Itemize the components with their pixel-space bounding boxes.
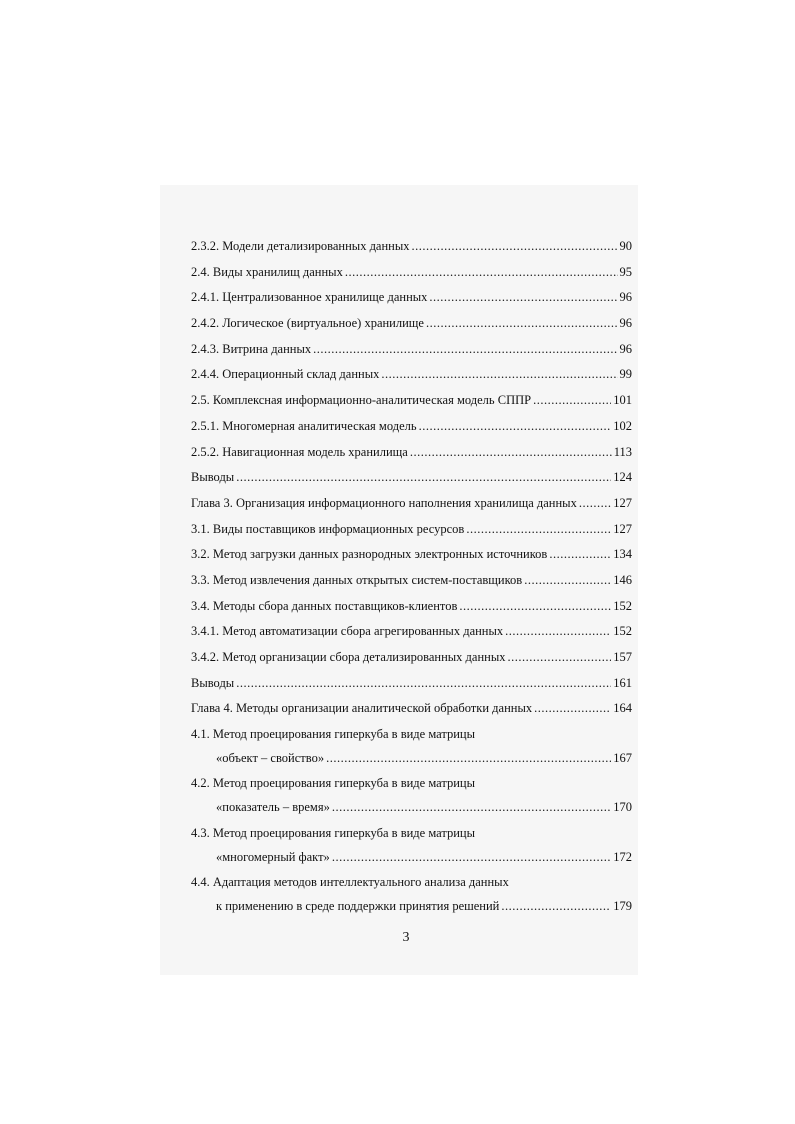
toc-entry-page: 172 (613, 849, 632, 864)
page-number: 3 (402, 930, 410, 945)
toc-entry-title: 2.4.2. Логическое (виртуальное) хранилище (191, 316, 424, 331)
leader-dots (345, 264, 618, 280)
leader-dots (313, 341, 617, 357)
toc-entry-page: 127 (613, 495, 632, 510)
leader-dots (533, 392, 611, 408)
leader-dots (236, 469, 611, 485)
toc-entry-conclusions-2 (191, 469, 632, 495)
toc-entry-2-3-2 (191, 238, 632, 264)
table-of-contents (191, 238, 632, 924)
toc-entry-page: 96 (619, 290, 632, 305)
toc-entry-page: 101 (613, 393, 632, 408)
toc-entry-title: 3.1. Виды поставщиков информационных ресурсов (191, 521, 465, 536)
toc-entry-2-4 (191, 264, 632, 290)
toc-entry-3-2 (191, 546, 632, 572)
toc-entry-4-1 (191, 726, 632, 775)
toc-entry-title: Выводы (191, 470, 235, 485)
leader-dots (419, 418, 612, 434)
leader-dots (326, 750, 611, 766)
leader-dots (332, 849, 611, 865)
toc-entry-2-4-3 (191, 341, 632, 367)
toc-entry-page: 95 (619, 264, 632, 279)
toc-entry-3-4-1 (191, 623, 632, 649)
leader-dots (508, 649, 612, 665)
leader-dots (466, 521, 611, 537)
leader-dots (381, 366, 617, 382)
toc-entry-conclusions-3 (191, 675, 632, 701)
toc-entry-page: 152 (613, 598, 632, 613)
toc-entry-title: 2.5.1. Многомерная аналитическая модель (191, 418, 417, 433)
leader-dots (429, 289, 617, 305)
leader-dots (332, 799, 611, 815)
toc-entry-title: 2.4. Виды хранилищ данных (191, 264, 343, 279)
leader-dots (505, 623, 611, 639)
leader-dots (534, 700, 611, 716)
toc-entry-3-3 (191, 572, 632, 598)
toc-entry-subtitle: «многомерный факт» (216, 849, 330, 864)
toc-entry-title: 4.1. Метод проецирования гиперкуба в виде матрицы (191, 727, 476, 742)
toc-entry-title: 3.3. Метод извлечения данных открытых систем-поставщиков (191, 572, 523, 587)
leader-dots (426, 315, 618, 331)
toc-entry-2-5-1 (191, 418, 632, 444)
toc-entry-title: 3.4.2. Метод организации сбора детализированных данных (191, 650, 506, 664)
leader-dots (412, 238, 618, 254)
toc-entry-page: 90 (619, 239, 632, 253)
toc-entry-chapter-4 (191, 700, 632, 726)
leader-dots (579, 495, 611, 511)
toc-entry-2-5 (191, 392, 632, 418)
leader-dots (549, 546, 611, 562)
toc-entry-page: 127 (613, 521, 632, 536)
toc-entry-page: 167 (613, 751, 632, 766)
toc-entry-title: 2.5.2. Навигационная модель хранилища (191, 444, 408, 459)
toc-entry-2-4-2 (191, 315, 632, 341)
toc-entry-2-5-2 (191, 444, 632, 470)
toc-entry-page: 113 (613, 444, 632, 459)
toc-entry-title: 4.2. Метод проецирования гиперкуба в виде матрицы (191, 776, 476, 791)
toc-entry-page: 170 (613, 800, 632, 815)
toc-entry-chapter-3 (191, 495, 632, 521)
toc-entry-3-4-2 (191, 649, 632, 675)
toc-entry-title: Выводы (191, 675, 235, 690)
toc-entry-subtitle: к применению в среде поддержки принятия решений (216, 899, 500, 914)
toc-entry-title: 3.4.1. Метод автоматизации сбора агрегированных данных (191, 624, 504, 639)
leader-dots (410, 444, 612, 460)
toc-entry-2-4-1 (191, 289, 632, 315)
toc-entry-page: 146 (613, 572, 632, 587)
toc-entry-page: 102 (613, 418, 632, 433)
toc-entry-subtitle: «показатель – время» (216, 800, 330, 815)
toc-entry-title: Глава 4. Методы организации аналитической обработки данных (191, 701, 533, 716)
leader-dots (459, 598, 611, 614)
toc-entry-title: 2.4.4. Операционный склад данных (191, 367, 380, 382)
toc-entry-title: 3.4. Методы сбора данных поставщиков-клиентов (191, 598, 458, 613)
leader-dots (524, 572, 611, 588)
toc-entry-3-1 (191, 521, 632, 547)
toc-entry-page: 179 (613, 899, 632, 914)
toc-entry-title: 2.4.1. Централизованное хранилище данных (191, 290, 428, 305)
toc-entry-4-3 (191, 825, 632, 874)
toc-entry-4-4 (191, 874, 632, 923)
leader-dots (236, 675, 611, 691)
toc-entry-page: 161 (613, 675, 632, 690)
toc-entry-4-2 (191, 775, 632, 824)
toc-entry-title: Глава 3. Организация информационного наполнения хранилища данных (191, 495, 577, 510)
toc-entry-page: 99 (619, 367, 632, 382)
toc-entry-title: 2.4.3. Витрина данных (191, 341, 312, 356)
toc-entry-3-4 (191, 598, 632, 624)
toc-entry-title: 2.5. Комплексная информационно-аналитическая модель СППР (191, 393, 532, 408)
leader-dots (501, 898, 611, 914)
toc-entry-page: 134 (613, 547, 632, 562)
toc-entry-title: 4.3. Метод проецирования гиперкуба в виде матрицы (191, 825, 476, 840)
toc-entry-title: 2.3.2. Модели детализированных данных (191, 239, 410, 253)
toc-entry-page: 96 (619, 316, 632, 331)
toc-entry-title: 3.2. Метод загрузки данных разнородных электронных источников (191, 547, 548, 562)
toc-entry-page: 124 (613, 470, 632, 485)
toc-entry-2-4-4 (191, 366, 632, 392)
toc-entry-page: 152 (613, 624, 632, 639)
toc-entry-title: 4.4. Адаптация методов интеллектуального анализа данных (191, 875, 509, 890)
toc-entry-subtitle: «объект – свойство» (216, 751, 325, 766)
toc-entry-page: 96 (619, 341, 632, 356)
toc-entry-page: 157 (613, 650, 632, 664)
toc-entry-page: 164 (613, 701, 632, 716)
